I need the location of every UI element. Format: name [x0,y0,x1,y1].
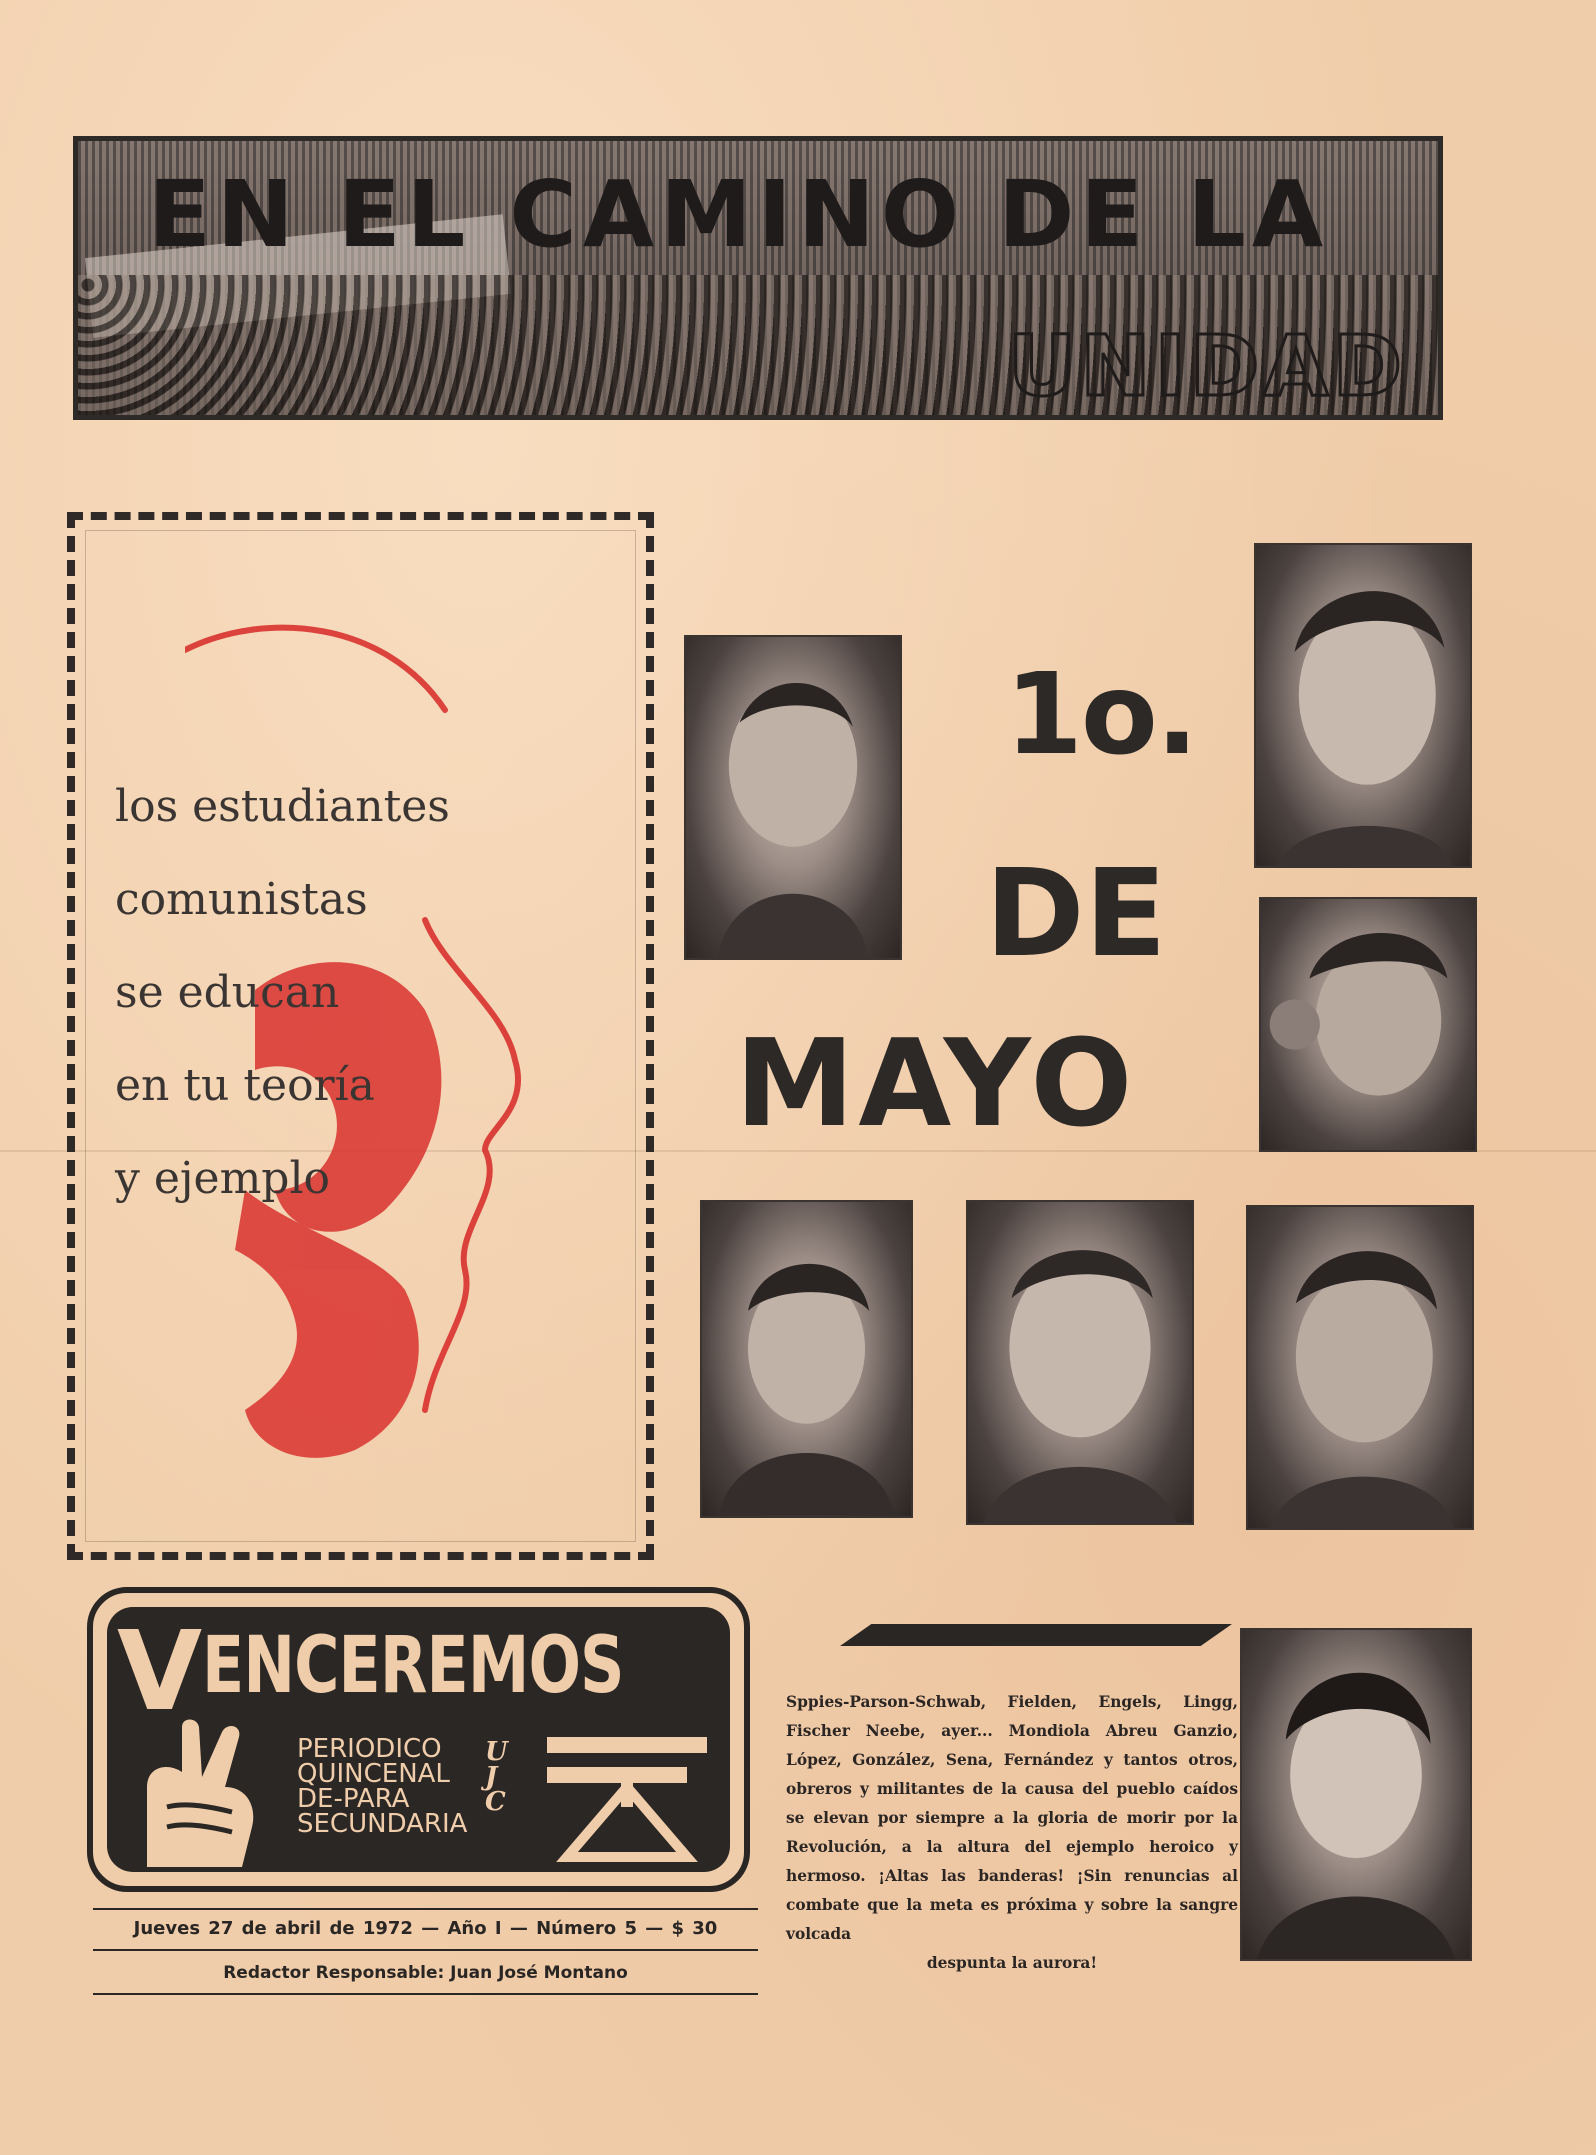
headline-part2: DE LA [998,161,1330,268]
divider [93,1993,758,1995]
ujc-letter: C [485,1787,506,1817]
editor-line: Redactor Responsable: Juan José Montano [223,1963,628,1983]
mayo-title-line2: DE [985,845,1167,984]
headline-part3: UNIDAD [1008,317,1407,415]
logo-v-mark: V [117,1607,203,1735]
ujc-letter: J [485,1762,498,1792]
portrait-photo-1 [684,635,902,960]
logo-panel [107,1607,730,1872]
headline-part1: EN EL CAMINO [148,161,966,268]
portrait-photo-7 [1240,1628,1472,1961]
mayo-title-line1: 1o. [1005,650,1197,780]
caption-body: Sppies-Parson-Schwab, Fielden, Engels, Lingg, Fischer Neebe, ayer... Mondiola Abreu Ganzio, López, González, Sena, Fernández y tantos otros, obreros y militantes de la causa del pueblo caídos se elevan por siempre a la gloria de morir por la Revolución, a la altura del ejemplo heroico y hermoso. ¡Altas las banderas! ¡Sin renuncias al combate que la meta es próxima y sobre la sangre volcada [786,1693,1238,1943]
portrait-photo-2 [1254,543,1472,868]
logo-subtitle-line: SECUNDARIA [297,1809,468,1839]
issue-info [93,1908,758,1995]
portrait-photo-5 [966,1200,1194,1525]
quote-line: y ejemplo [115,1153,331,1204]
caption-rule [840,1624,1232,1646]
quote-line: se educan [115,967,340,1018]
portrait-photo-3 [1259,897,1477,1152]
logo-subtitle [297,1734,468,1839]
ujc-letters [485,1737,508,1817]
caption-text [786,1688,1238,1978]
logo-name: ENCEREMOS [202,1621,624,1711]
quote-line: comunistas [115,874,368,925]
logo-subtitle-line: PERIODICO [297,1734,442,1764]
logo-subtitle-line: DE-PARA [297,1784,410,1814]
portrait-photo-6 [1246,1205,1474,1530]
venceremos-logo [87,1587,750,1892]
caption-last-line: despunta la aurora! [926,1954,1098,1972]
ujc-letter: U [485,1737,508,1767]
quote-line: en tu teoría [115,1060,375,1111]
mayo-title-line3: MAYO [735,1015,1137,1154]
ujc-emblem-icon [537,1717,717,1867]
issue-date-line: Jueves 27 de abril de 1972 — Año I — Número 5 — $ 30 [133,1918,718,1939]
logo-subtitle-line: QUINCENAL [297,1759,450,1789]
quote-line: los estudiantes [115,781,450,832]
quote-text [115,760,575,1225]
masthead-photo-banner [73,136,1443,420]
portrait-photo-4 [700,1200,913,1518]
victory-hand-icon [127,1717,277,1867]
quote-box [67,512,654,1560]
